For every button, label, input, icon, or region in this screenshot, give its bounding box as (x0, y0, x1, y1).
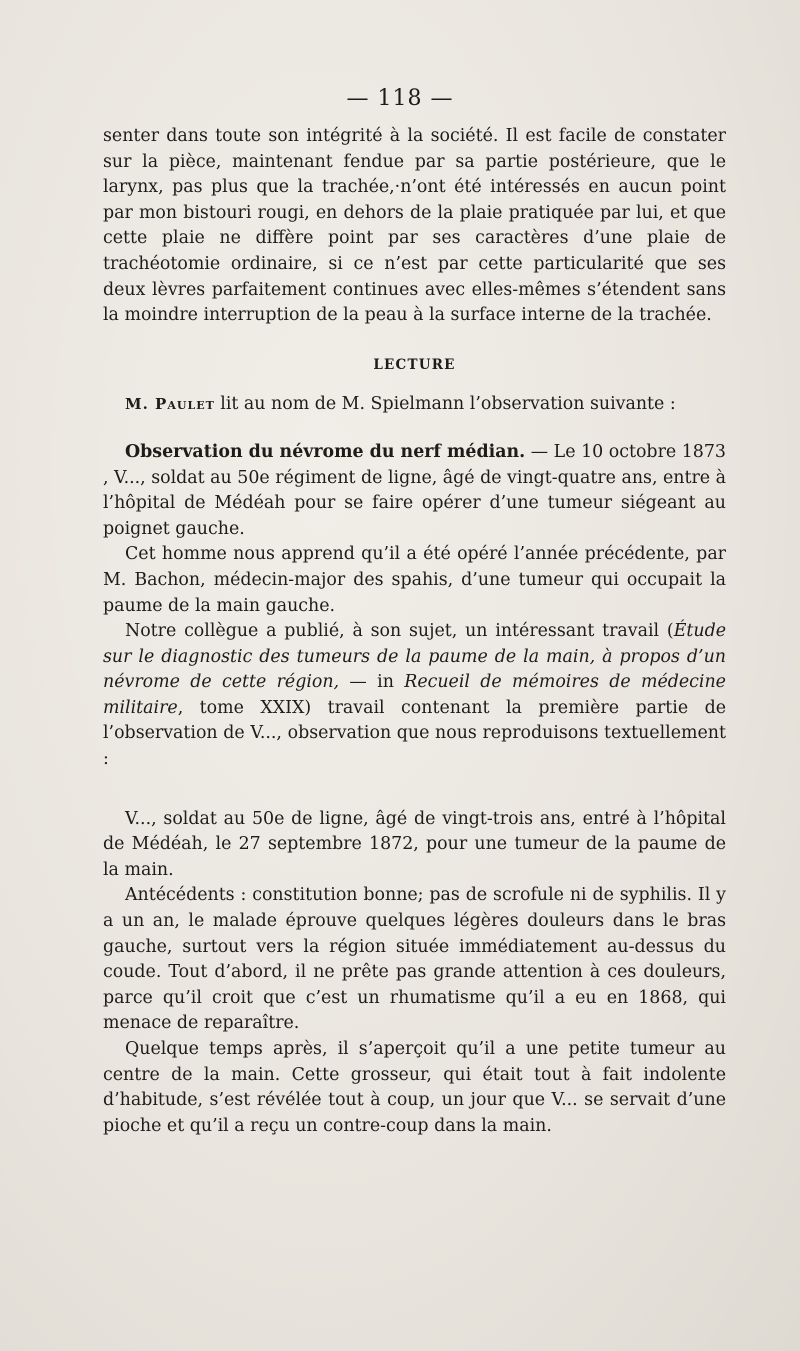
paragraph-quelque-temps: Quelque temps après, il s’aperçoit qu’il a une petite tumeur au centre de la main. Cette grosseur, qui était tout à fait indolente d’habitude, s’est révélée tout à coup, un jour que V... se servait d’une pioche et qu’il a reçu un contre-coup dans la main. (103, 1039, 726, 1136)
paragraph-cet-homme: Cet homme nous apprend qu’il a été opéré l’année précédente, par M. Bachon, médecin-major des spahis, d’une tumeur qui occupait la paume de la main gauche. (103, 544, 726, 616)
page-number: — 118 — (346, 86, 454, 111)
observation-text: — Le 10 octobre 1873 , V..., soldat au 50e régiment de ligne, âgé de vingt-quatre ans, entre à l’hôpital de Médéah pour se faire opérer d’une tumeur siégeant au poignet gauche. (103, 441, 726, 539)
observation-paragraph (103, 440, 726, 542)
observation-title: Observation du névrome du nerf médian. (125, 441, 526, 462)
notre-italic-1: Étude sur le diagnostic des tumeurs de la paume de la main, à propos d’un névrome de cette région, (103, 621, 726, 693)
paragraph-antecedents: Antécédents : constitution bonne; pas de scrofule ni de syphilis. Il y a un an, le malade éprouve quelques légères douleurs dans le bras gauche, surtout vers la région située immédiatement au-dessus du coude. Tout d’abord, il ne prête pas grande attention à ces douleurs, parce qu’il croit que c’est un rhumatisme qu’il a eu en 1868, qui menace de reparaître. (103, 885, 726, 1034)
notre-text-c: , tome XXIX) travail contenant la première partie de l’observation de V..., observation que nous reproduisons textuellement : (103, 697, 726, 770)
notre-text-b: — in (339, 672, 405, 693)
notre-italic-2: Recueil de mémoires de médecine militaire (103, 672, 726, 718)
notre-text-a: Notre collègue a publié, à son sujet, un intéressant travail ( (125, 621, 674, 642)
reader-text: lit au nom de M. Spielmann l’observation suivante : (214, 394, 676, 415)
page-body (103, 124, 726, 1139)
paragraph-patient: V..., soldat au 50e de ligne, âgé de vingt-trois ans, entré à l’hôpital de Médéah, le 27 septembre 1872, pour une tumeur de la paume de la main. (103, 808, 726, 880)
reader-name: M. Paulet (125, 395, 215, 414)
reader-paragraph (103, 392, 726, 418)
paragraph-continuation: senter dans toute son intégrité à la société. Il est facile de constater sur la pièce, maintenant fendue par sa partie postérieure, que le larynx, pas plus que la trachée,·n’ont été intéressés en aucun point par mon bistouri rougi, en dehors de la plaie pratiquée par lui, et que cette plaie ne diffère point par ses caractères d’une plaie de trachéotomie ordinaire, si ce n’est par cette particularité que ses deux lèvres parfaitement continues avec elles-mêmes s’étendent sans la moindre interruption de la peau à la surface interne de la trachée. (103, 126, 726, 326)
paragraph-notre-collegue (103, 619, 726, 773)
section-heading: LECTURE (373, 356, 456, 373)
